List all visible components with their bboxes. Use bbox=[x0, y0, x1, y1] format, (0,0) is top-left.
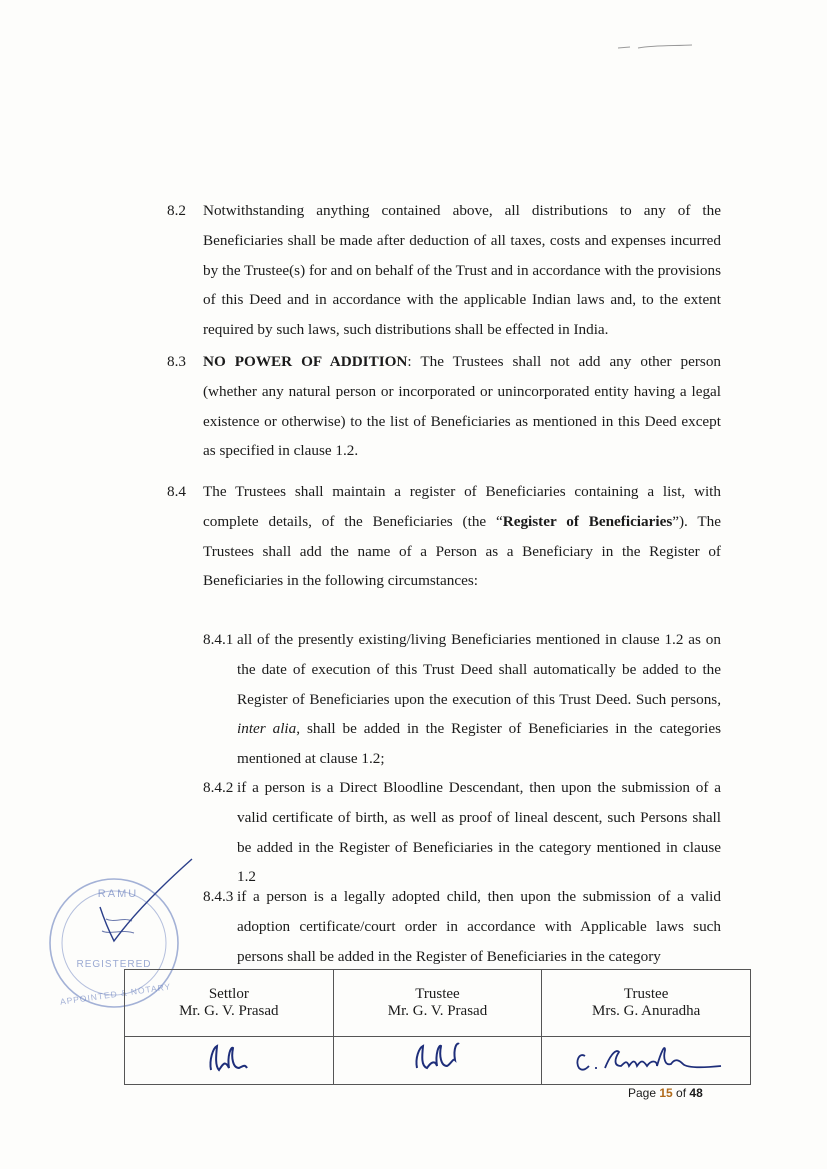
clause-number: 8.3 bbox=[167, 353, 186, 370]
signatory-cell bbox=[333, 970, 542, 1037]
signatory-name: Mrs. G. Anuradha bbox=[591, 1003, 701, 1019]
clause-8-4 bbox=[167, 477, 721, 596]
current-page: 15 bbox=[659, 1086, 673, 1100]
clause-number: 8.4.2 bbox=[203, 779, 234, 796]
stamp-notary: APPOINTED & NOTARY bbox=[59, 981, 172, 1007]
signatory-name: Mr. G. V. Prasad bbox=[387, 1003, 488, 1019]
signatory-name: Mr. G. V. Prasad bbox=[179, 1003, 279, 1019]
clause-number: 8.4.3 bbox=[203, 888, 234, 905]
clause-heading: NO POWER OF ADDITION bbox=[203, 353, 408, 370]
total-pages: 48 bbox=[689, 1086, 703, 1100]
signature-settlor bbox=[189, 1038, 269, 1078]
signature-cell bbox=[125, 1037, 334, 1085]
signature-trustee-1 bbox=[397, 1038, 477, 1078]
clause-8-4-2 bbox=[203, 773, 721, 892]
signatory-cell bbox=[542, 970, 751, 1037]
signatory-role: Trustee bbox=[623, 986, 669, 1002]
signatory-row bbox=[125, 970, 751, 1037]
clause-number: 8.4 bbox=[167, 483, 186, 500]
signature-cell bbox=[542, 1037, 751, 1085]
clause-number: 8.4.1 bbox=[203, 631, 234, 648]
clause-text: if a person is a legally adopted child, then upon the submission of a valid adoption certificate/court order in accordance with Applicable laws such persons shall be added in the Register of Beneficiaries in the category bbox=[237, 888, 721, 965]
stamp-registered: REGISTERED bbox=[76, 959, 152, 970]
clause-8-4-1 bbox=[203, 625, 721, 774]
clause-text: The Trustees shall maintain a register of Beneficiaries containing a list, with complete details, of the Beneficiaries (the “Register of Beneficiaries”). The Trustees shall add the name of a Person as a Beneficiary in the Register of Beneficiaries in the following circumstances: bbox=[203, 483, 721, 590]
signatory-role: Trustee bbox=[415, 986, 460, 1002]
clause-text: Notwithstanding anything contained above, all distributions to any of the Beneficiaries shall be made after deduction of all taxes, costs and expenses incurred by the Trustee(s) for and on behalf of the Trust and in accordance with the provisions of this Deed and in accordance with the applicable Indian laws and, to the extent required by such laws, such distributions shall be effected in India. bbox=[203, 202, 721, 339]
clause-text: if a person is a Direct Bloodline Descendant, then upon the submission of a valid certificate of birth, as well as proof of lineal descent, such Persons shall be added in the Register of Beneficiaries in the category mentioned in clause 1.2 bbox=[237, 779, 721, 886]
clause-8-2 bbox=[167, 196, 721, 345]
signatory-cell bbox=[125, 970, 334, 1037]
clause-8-3 bbox=[167, 347, 721, 466]
scan-smudge bbox=[616, 40, 696, 54]
latin-phrase: inter alia bbox=[237, 720, 297, 738]
stamp-name: RAMU bbox=[97, 888, 139, 900]
signature-cell bbox=[333, 1037, 542, 1085]
check-mark-icon bbox=[97, 859, 192, 941]
clause-text: NO POWER OF ADDITION: The Trustees shall not add any other person (whether any natural person or incorporated or unincorporated entity having a legal existence or otherwise) to the list of Beneficiaries as mentioned in this Deed except as specified in clause 1.2. bbox=[203, 353, 722, 460]
signatory-role: Settlor bbox=[208, 986, 249, 1002]
signature-table bbox=[124, 969, 751, 1085]
clause-text: all of the presently existing/living Beneficiaries mentioned in clause 1.2 as on the date of execution of this Trust Deed shall automatically be added to the Register of Beneficiaries upon the execution of this Trust Deed. Such persons, inter alia, shall be added in the Register of Beneficiaries in the categories mentioned at clause 1.2; bbox=[237, 631, 722, 768]
page-number: Page 15 of 48 bbox=[628, 1086, 703, 1100]
signature-row bbox=[125, 1037, 751, 1085]
clause-number: 8.2 bbox=[167, 202, 186, 219]
defined-term: Register of Beneficiaries bbox=[502, 512, 673, 530]
signature-trustee-2 bbox=[561, 1038, 731, 1078]
clause-8-4-3 bbox=[203, 882, 721, 971]
